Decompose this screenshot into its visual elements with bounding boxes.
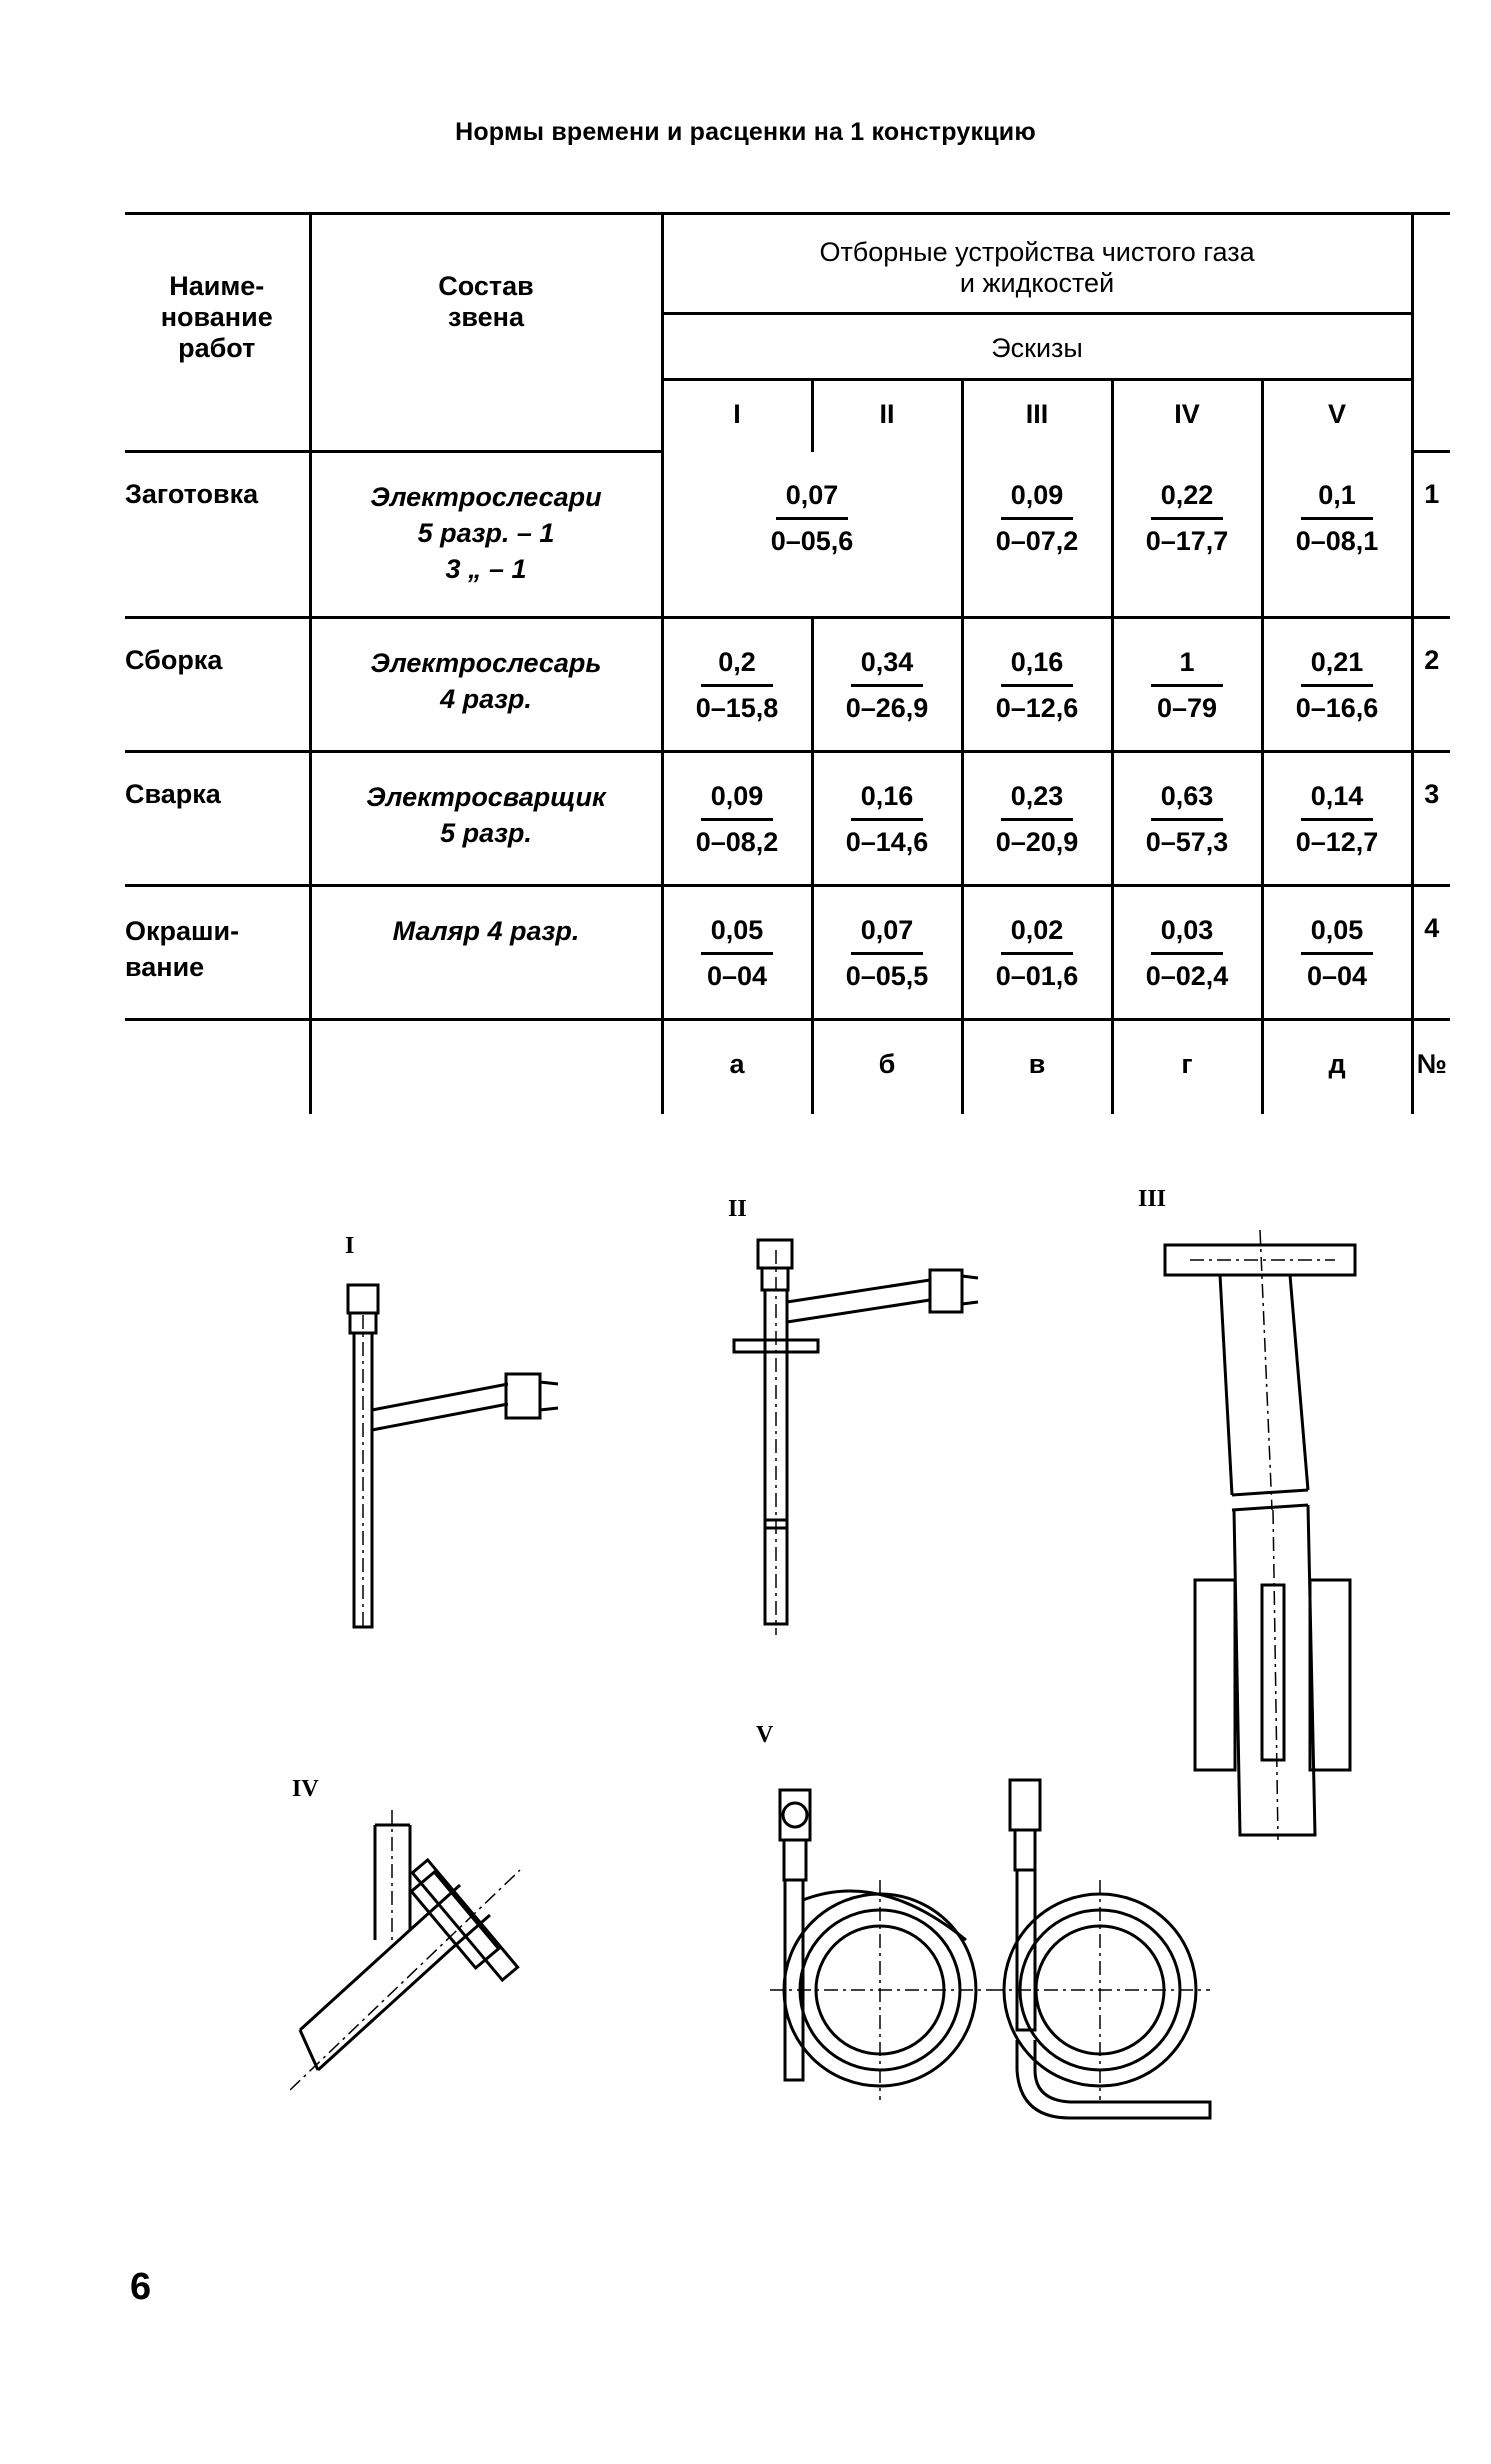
row-work: Сборка bbox=[125, 618, 310, 752]
row-number: 4 bbox=[1412, 886, 1450, 1020]
header-sketches: Эскизы bbox=[662, 314, 1412, 380]
cell-value: 0,63 0–57,3 bbox=[1112, 752, 1262, 886]
sketch-4-drawing bbox=[290, 1790, 580, 2100]
cell-value: 0,23 0–20,9 bbox=[962, 752, 1112, 886]
sketch-col-3: III bbox=[962, 380, 1112, 452]
cell-value: 0,21 0–16,6 bbox=[1262, 618, 1412, 752]
cell-value: 0,05 0–04 bbox=[662, 886, 812, 1020]
sketch-col-2: II bbox=[812, 380, 962, 452]
table-row bbox=[125, 618, 1450, 752]
table-row bbox=[125, 452, 1450, 618]
cell-value: 0,02 0–01,6 bbox=[962, 886, 1112, 1020]
cell-value: 0,07 0–05,5 bbox=[812, 886, 962, 1020]
cell-value: 0,09 0–08,2 bbox=[662, 752, 812, 886]
sketch-label-3: III bbox=[1138, 1186, 1167, 1212]
col-letter: в bbox=[962, 1020, 1112, 1114]
table-row bbox=[125, 752, 1450, 886]
sketch-label-2: II bbox=[728, 1196, 747, 1222]
sketch-1-drawing bbox=[330, 1270, 570, 1640]
row-number: 3 bbox=[1412, 752, 1450, 886]
row-number: 2 bbox=[1412, 618, 1450, 752]
cell-value: 0,05 0–04 bbox=[1262, 886, 1412, 1020]
header-crew: Состав звена bbox=[310, 214, 662, 452]
page-title: Нормы времени и расценки на 1 конструкцию bbox=[455, 118, 1036, 146]
header-work: Наиме- нование работ bbox=[125, 214, 310, 452]
no-header: № bbox=[1412, 1020, 1450, 1114]
cell-value: 0,03 0–02,4 bbox=[1112, 886, 1262, 1020]
cell-value: 0,14 0–12,7 bbox=[1262, 752, 1412, 886]
page-number: 6 bbox=[130, 2266, 152, 2308]
header-no-col bbox=[1412, 214, 1450, 452]
cell-value: 0,07 0–05,6 bbox=[662, 452, 962, 618]
sketch-label-5: V bbox=[756, 1722, 774, 1748]
cell-value: 1 0–79 bbox=[1112, 618, 1262, 752]
row-crew: Электрослесарь 4 разр. bbox=[310, 618, 662, 752]
sketch-label-1: I bbox=[345, 1233, 355, 1259]
sketch-col-4: IV bbox=[1112, 380, 1262, 452]
table-row bbox=[125, 886, 1450, 1020]
sketch-col-5: V bbox=[1262, 380, 1412, 452]
row-crew: Маляр 4 разр. bbox=[310, 886, 662, 1020]
sketch-col-1: I bbox=[662, 380, 812, 452]
cell-value: 0,16 0–12,6 bbox=[962, 618, 1112, 752]
norms-table bbox=[125, 212, 1450, 1114]
header-group: Отборные устройства чистого газа и жидкостей bbox=[662, 214, 1412, 314]
column-letters-row bbox=[125, 1020, 1450, 1114]
cell-value: 0,1 0–08,1 bbox=[1262, 452, 1412, 618]
row-work: Заготовка bbox=[125, 452, 310, 618]
sketch-2-drawing bbox=[710, 1220, 1010, 1650]
col-letter: г bbox=[1112, 1020, 1262, 1114]
cell-value: 0,16 0–14,6 bbox=[812, 752, 962, 886]
row-crew: Электрослесари 5 разр. – 1 3 „ – 1 bbox=[310, 452, 662, 618]
row-work: Сварка bbox=[125, 752, 310, 886]
sketch-label-4: IV bbox=[292, 1776, 319, 1802]
cell-value: 0,22 0–17,7 bbox=[1112, 452, 1262, 618]
sketch-5-drawing bbox=[740, 1750, 1220, 2130]
row-crew: Электросварщик 5 разр. bbox=[310, 752, 662, 886]
row-work: Окраши- вание bbox=[125, 886, 310, 1020]
cell-value: 0,34 0–26,9 bbox=[812, 618, 962, 752]
col-letter: б bbox=[812, 1020, 962, 1114]
col-letter: а bbox=[662, 1020, 812, 1114]
row-number: 1 bbox=[1412, 452, 1450, 618]
cell-value: 0,09 0–07,2 bbox=[962, 452, 1112, 618]
cell-value: 0,2 0–15,8 bbox=[662, 618, 812, 752]
col-letter: д bbox=[1262, 1020, 1412, 1114]
